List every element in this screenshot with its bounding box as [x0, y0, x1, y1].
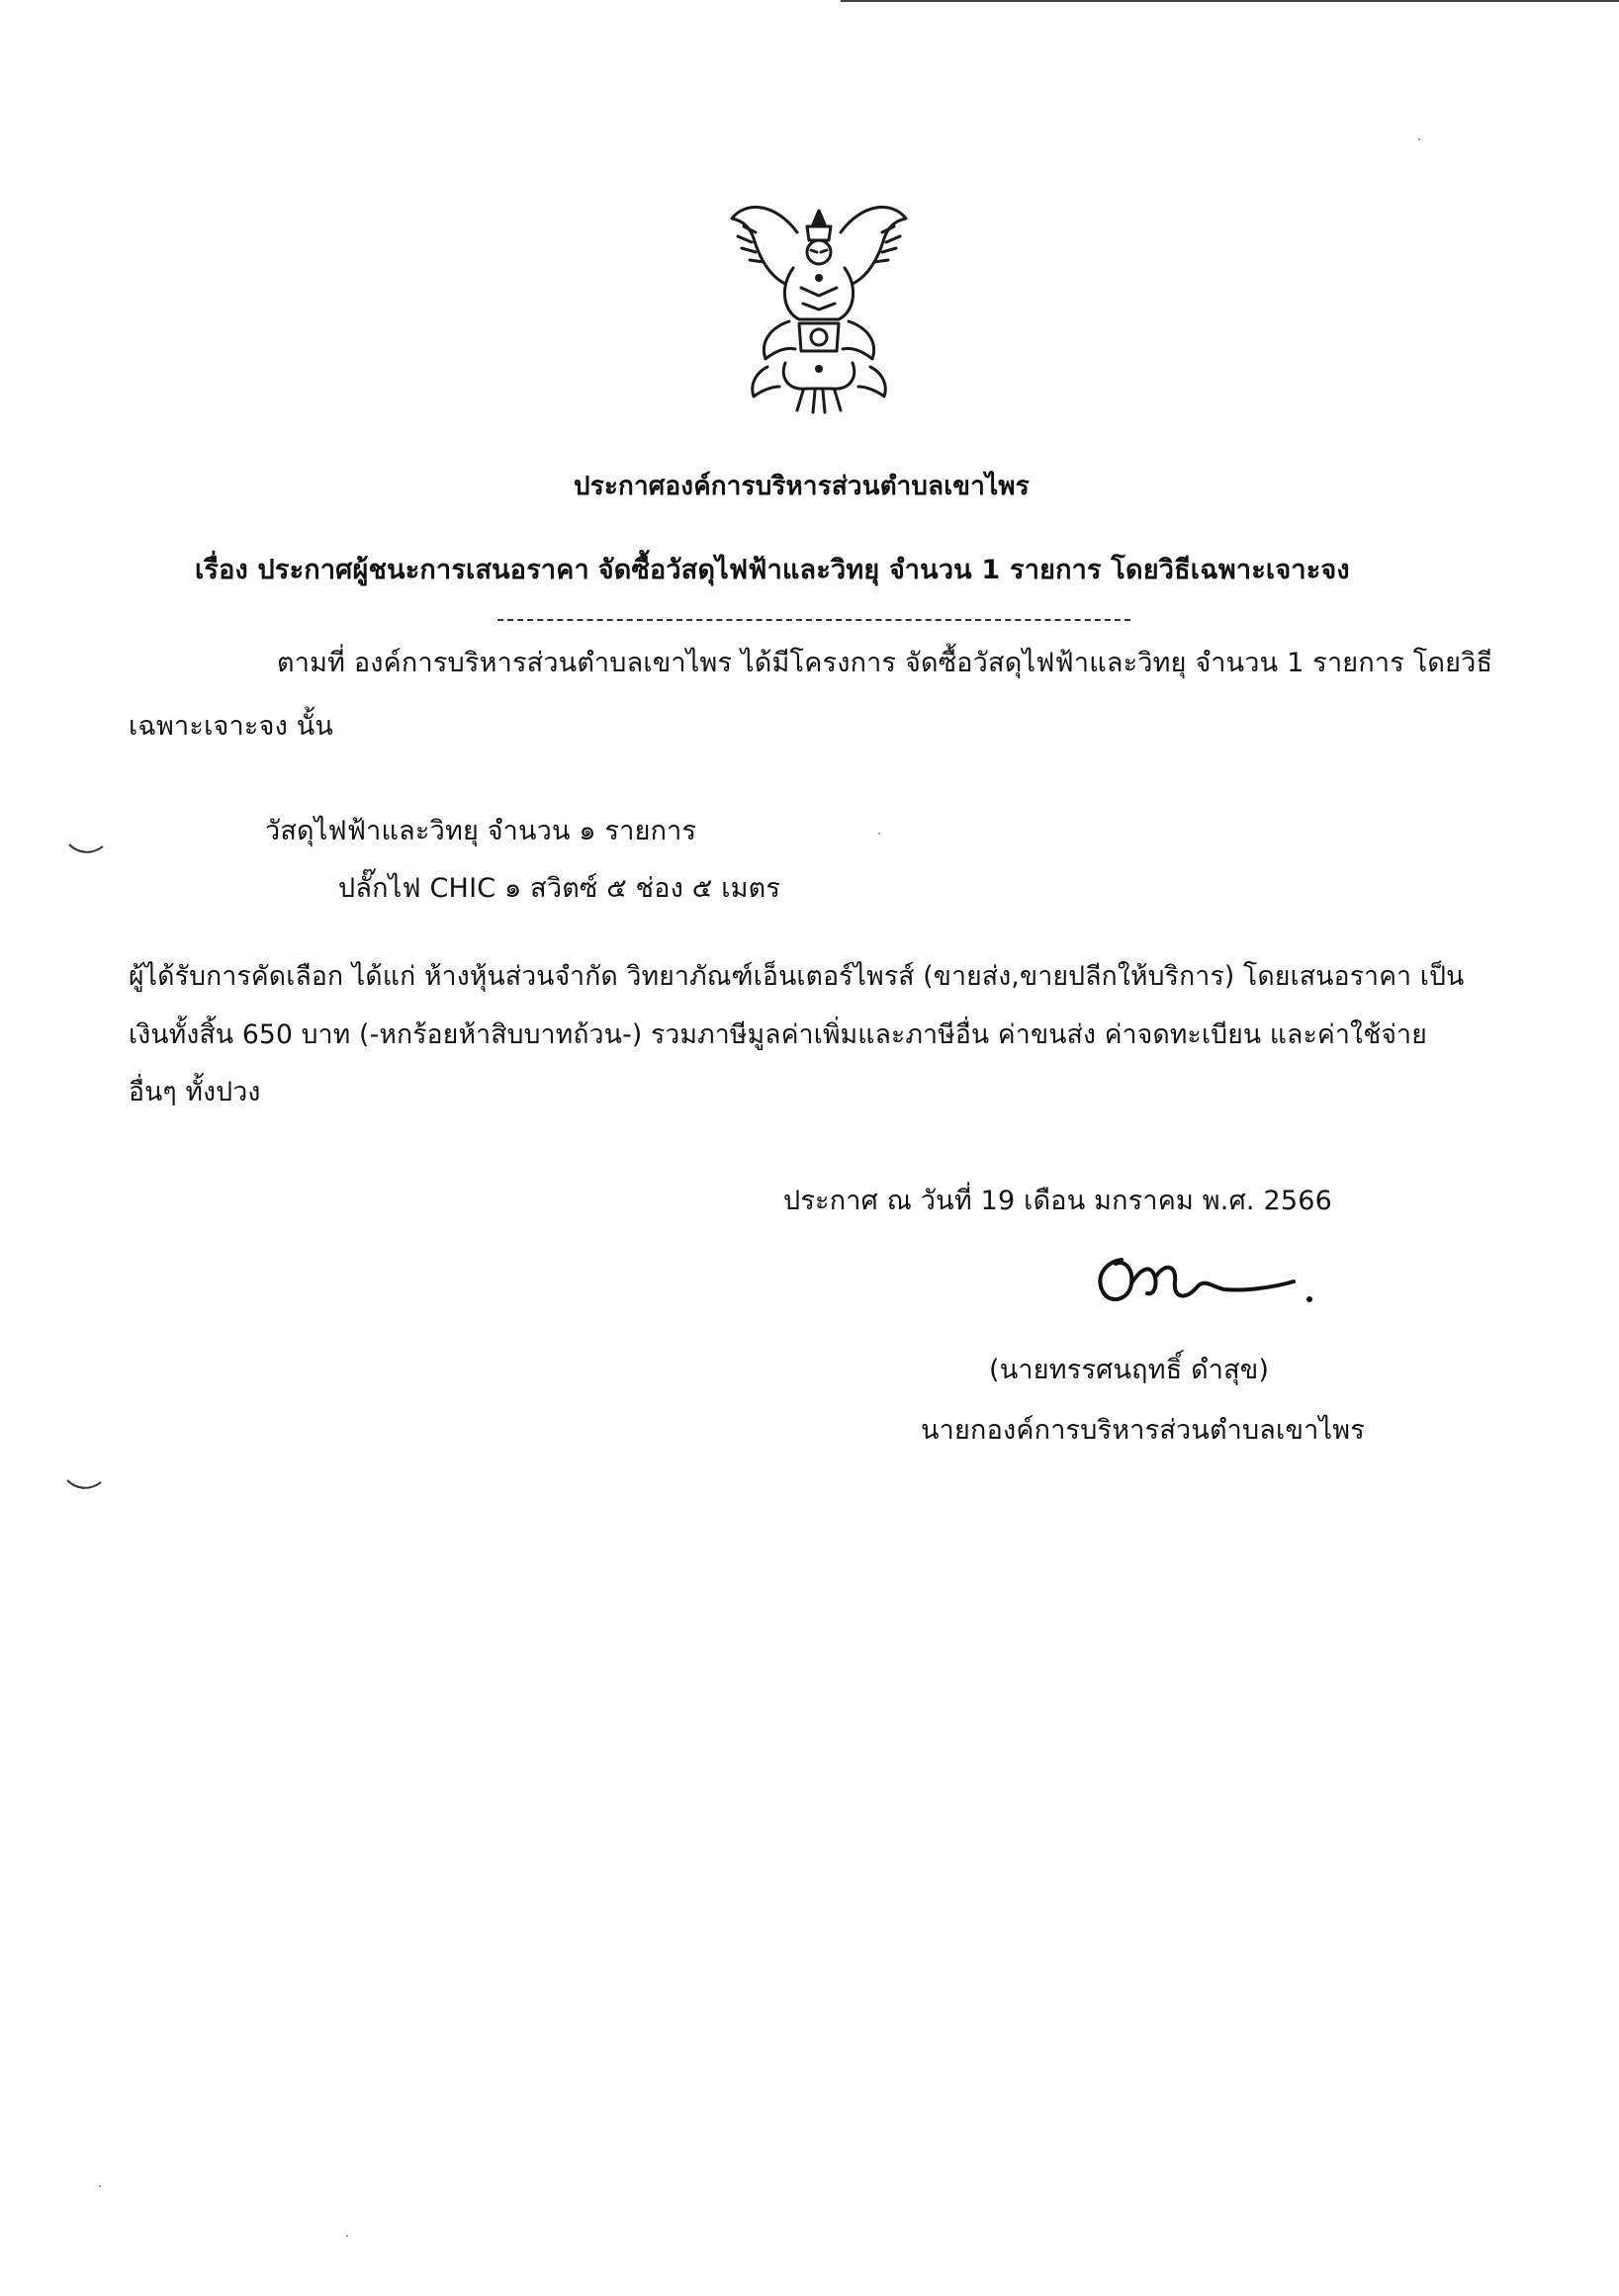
divider-dashed-line: [497, 619, 1130, 621]
winner-line-2: เงินทั้งสิ้น 650 บาท (-หกร้อยห้าสิบบาทถ้วน-) รวมภาษีมูลค่าเพิ่มและภาษีอื่น ค่าขนส่ง ค่าจดทะเบียน และค่าใช้จ่าย: [129, 1019, 1427, 1050]
item-category: วัสดุไฟฟ้าและวิทยุ จำนวน ๑ รายการ: [265, 816, 697, 846]
scan-mark-left-bottom: [65, 1476, 105, 1496]
subject-prefix: เรื่อง ประกาศผู้ชนะการเสนอราคา: [195, 555, 589, 585]
announcement-title: ประกาศองค์การบริหารส่วนตำบลเขาไพร: [574, 472, 1030, 501]
item-detail: ปลั๊กไฟ CHIC ๑ สวิตซ์ ๕ ช่อง ๕ เมตร: [338, 873, 781, 904]
intro-line-1: ตามที่ องค์การบริหารส่วนตำบลเขาไพร ได้มีโครงการ จัดซื้อวัสดุไฟฟ้าและวิทยุ จำนวน 1 รายการ โดยวิธี: [277, 648, 1493, 678]
announcement-date: ประกาศ ณ วันที่ 19 เดือน มกราคม พ.ศ. 2566: [783, 1186, 1333, 1216]
scan-speck: [99, 2185, 101, 2187]
scan-speck: [346, 2235, 348, 2237]
announcement-subject: [195, 548, 1350, 590]
scan-edge-line: [841, 0, 1619, 2]
subject-main: จัดซื้อวัสดุไฟฟ้าและวิทยุ จำนวน 1 รายการ โดยวิธีเฉพาะเจาะจง: [597, 555, 1350, 585]
signatory-position: นายกองค์การบริหารส่วนตำบลเขาไพร: [921, 1415, 1365, 1446]
winner-line-1: ผู้ได้รับการคัดเลือก ได้แก่ ห้างหุ้นส่วนจำกัด วิทยาภัณฑ์เอ็นเตอร์ไพรส์ (ขายส่ง,ขายปลีกให้บริการ) โดยเสนอราคา เป็น: [129, 961, 1465, 992]
handwritten-signature-icon: [1086, 1248, 1323, 1317]
signatory-name: (นายทรรศนฤทธิ์ ดำสุข): [989, 1355, 1270, 1385]
intro-line-2: เฉพาะเจาะจง นั้น: [129, 711, 334, 742]
scan-speck: [878, 833, 880, 835]
scan-mark-left-top: [67, 840, 107, 860]
garuda-emblem-icon: [720, 193, 918, 420]
winner-line-3: อื่นๆ ทั้งปวง: [129, 1077, 261, 1107]
scan-speck: [1418, 138, 1420, 140]
